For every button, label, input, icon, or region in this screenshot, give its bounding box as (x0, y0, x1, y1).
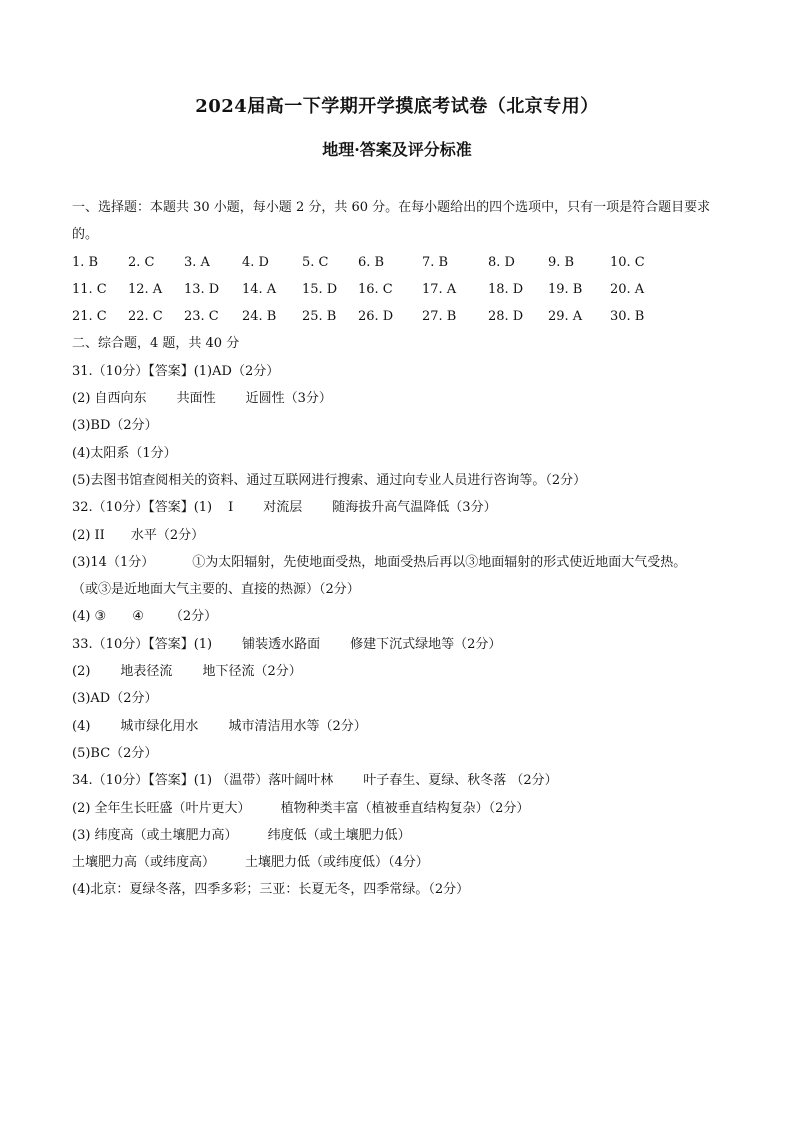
answer-item: 30. B (610, 309, 645, 325)
answer-item: 2. C (128, 254, 155, 270)
q32-5-a: (4) ③ (72, 609, 107, 625)
answer-item: 4. D (242, 254, 269, 270)
section1-heading: 一、选择题：本题共 30 小题，每小题 2 分，共 60 分。在每小题给出的四个选项中，只有一项是符合题目要求的。 (72, 200, 711, 243)
q31-line-2 (72, 385, 732, 412)
answer-item: 20. A (610, 281, 645, 297)
q33-line-1 (72, 631, 732, 658)
choice-answer-grid (72, 249, 732, 331)
q31-line-5: (5)去图书馆查阅相关的资料、通过互联网进行搜索、通过向专业人员进行咨询等。（2分） (72, 472, 587, 488)
q32-1-c: 对流层 (263, 500, 303, 516)
q33-2-b: 地表径流 (120, 664, 173, 680)
q32-2-a: (2) II (72, 527, 105, 543)
q33-1-b: 铺装透水路面 (242, 636, 321, 652)
answer-item: 1. B (72, 254, 99, 270)
answer-item: 23. C (184, 309, 219, 325)
q33-1-a: 33.（10分）【答案】(1) (72, 636, 213, 652)
q34-3-a: (3) 纬度高（或土壤肥力高） (72, 827, 238, 843)
answer-item: 5. C (302, 254, 329, 270)
q33-line-3: (3)AD（2分） (72, 691, 158, 707)
q31-2-b: 共面性 (176, 391, 216, 407)
answer-item: 9. B (548, 254, 575, 270)
answer-item: 18. D (488, 281, 524, 297)
answer-row (72, 303, 732, 330)
q33-line-2 (72, 658, 732, 685)
q34-1-b: 叶子春生、夏绿、秋冬落 （2分） (363, 773, 558, 789)
q32-5-c: （2分） (169, 609, 218, 625)
q34-line-4 (72, 849, 732, 876)
document-title: 2024届高一下学期开学摸底考试卷（北京专用） (195, 96, 599, 117)
q34-line-2 (72, 795, 732, 822)
q32-line-2 (72, 522, 732, 549)
q32-3-a: (3)14（1分） (72, 554, 155, 570)
q31-line-4: (4)太阳系（1分） (72, 445, 177, 461)
answer-item: 8. D (488, 254, 515, 270)
q33-line-4 (72, 713, 732, 740)
q34-2-b: 植物种类丰富（植被垂直结构复杂）（2分） (280, 800, 530, 816)
q34-4-b: 土壤肥力低（或纬度低）（4分） (245, 855, 429, 871)
q32-line-1 (72, 494, 732, 521)
answer-item: 14. A (242, 281, 277, 297)
answer-item: 25. B (302, 309, 337, 325)
answer-item: 7. B (422, 254, 449, 270)
q33-line-5: (5)BC（2分） (72, 745, 158, 761)
answer-body (72, 194, 732, 904)
q31-line-3: (3)BD（2分） (72, 418, 158, 434)
q32-2-b: 水平（2分） (130, 527, 205, 543)
q31-2-c: 近圆性（3分） (245, 391, 332, 407)
q32-1-b: I (228, 500, 234, 516)
q32-5-b: ④ (132, 609, 144, 625)
q34-line-5: (4)北京：夏绿冬落，四季多彩；三亚：长夏无冬，四季常绿。（2分） (72, 882, 470, 898)
q33-4-c: 城市清洁用水等（2分） (228, 718, 367, 734)
q32-1-d: 随海拔升高气温降低（3分） (332, 500, 497, 516)
answer-item: 11. C (72, 281, 107, 297)
q34-1-a: 34.（10分）【答案】(1) （温带）落叶阔叶林 (72, 773, 334, 789)
answer-item: 10. C (610, 254, 645, 270)
q32-1-a: 32.（10分）【答案】(1) (72, 500, 213, 516)
q32-line-5 (72, 603, 732, 630)
q32-line-3 (72, 549, 732, 576)
answer-item: 26. D (358, 309, 394, 325)
q31-line-1: 31.（10分）【答案】(1)AD（2分） (72, 363, 280, 379)
section2-heading: 二、综合题，4 题，共 40 分 (72, 336, 240, 352)
answer-item: 29. A (548, 309, 583, 325)
answer-item: 13. D (184, 281, 220, 297)
answer-item: 15. D (302, 281, 338, 297)
answer-item: 19. B (548, 281, 583, 297)
q32-3-b: ①为太阳辐射，先使地面受热，地面受热后再以③地面辐射的形式使近地面大气受热。 (192, 554, 687, 570)
q31-2-a: (2) 自西向东 (72, 391, 147, 407)
answer-item: 28. D (488, 309, 524, 325)
answer-item: 12. A (128, 281, 163, 297)
q34-2-a: (2) 全年生长旺盛（叶片更大） (72, 800, 251, 816)
answer-row (72, 276, 732, 303)
answer-item: 27. B (422, 309, 457, 325)
q33-4-a: (4) (72, 718, 91, 734)
q32-line-4: （或③是近地面大气主要的、直接的热源）（2分） (72, 582, 360, 598)
answer-row (72, 249, 732, 276)
answer-item: 22. C (128, 309, 163, 325)
q34-line-3 (72, 822, 732, 849)
q34-line-1 (72, 767, 732, 794)
answer-item: 24. B (242, 309, 277, 325)
answer-item: 16. C (358, 281, 393, 297)
answer-item: 3. A (184, 254, 210, 270)
q33-4-b: 城市绿化用水 (120, 718, 199, 734)
q34-4-a: 土壤肥力高（或纬度高） (72, 855, 216, 871)
q33-2-c: 地下径流（2分） (202, 664, 302, 680)
q33-1-c: 修建下沉式绿地等（2分） (350, 636, 502, 652)
answer-item: 17. A (422, 281, 457, 297)
document-subtitle: 地理·答案及评分标准 (322, 140, 472, 159)
answer-item: 6. B (358, 254, 385, 270)
q33-2-a: (2) (72, 664, 91, 680)
q34-3-b: 纬度低（或土壤肥力低） (267, 827, 411, 843)
answer-item: 21. C (72, 309, 107, 325)
